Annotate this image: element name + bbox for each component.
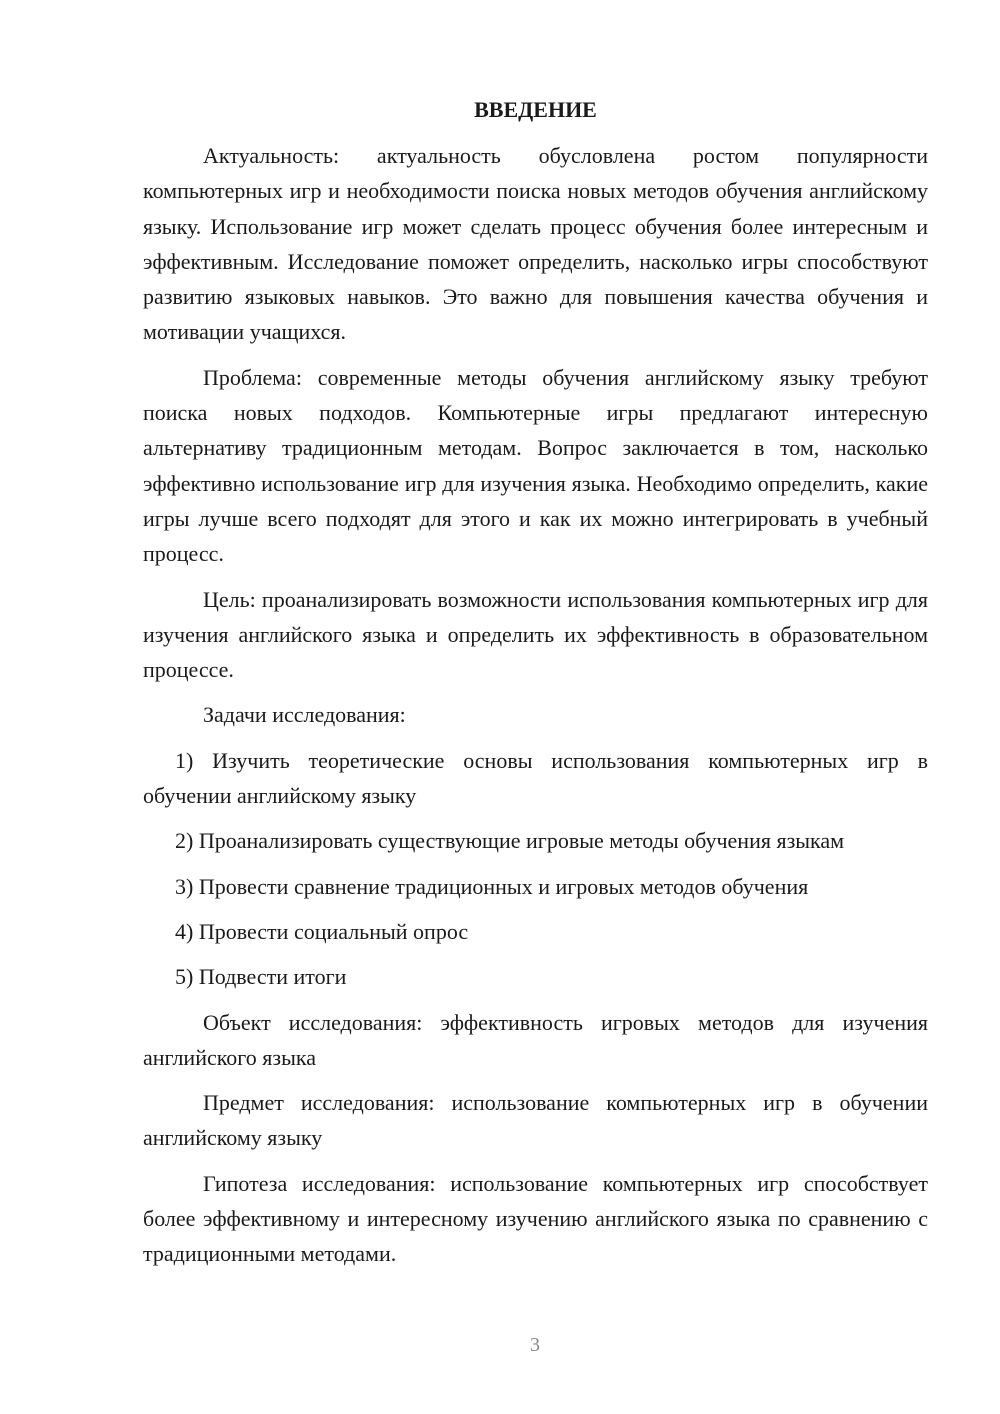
section-title: ВВЕДЕНИЕ xyxy=(474,97,597,122)
task-item-2: 2) Проанализировать существующие игровые методы обучения языкам xyxy=(175,828,845,854)
relevance-paragraph: Актуальность: актуальность обусловлена ростом популярности компьютерных игр и необходимости поиска новых методов обучения английскому языку. Использование игр может сделать процесс обучения более интересным и эффективным. Исследование поможет определить, насколько игры способствуют развитию языковых навыков. Это важно для повышения качества обучения и мотивации учащихся. xyxy=(143,143,928,345)
hypothesis-paragraph: Гипотеза исследования: использование компьютерных игр способствует более эффективному и интересному изучению английского языка по сравнению с традиционными методами. xyxy=(143,1170,928,1267)
page-number: 3 xyxy=(530,1334,540,1356)
tasks-heading: Задачи исследования: xyxy=(203,702,406,728)
task-item-1: 1) Изучить теоретические основы использования компьютерных игр в обучении английскому языку xyxy=(143,747,928,809)
task-item-3: 3) Провести сравнение традиционных и игровых методов обучения xyxy=(175,873,809,899)
task-item-4: 4) Провести социальный опрос xyxy=(175,918,469,944)
page-content xyxy=(143,92,928,1272)
problem-paragraph: Проблема: современные методы обучения английскому языку требуют поиска новых подходов. Компьютерные игры предлагают интересную альтернативу традиционным методам. Вопрос заключается в том, насколько эффективно использование игр для изучения языка. Необходимо определить, какие игры лучше всего подходят для этого и как их можно интегрировать в учебный процесс. xyxy=(143,364,928,567)
task-item-5: 5) Подвести итоги xyxy=(175,964,347,990)
goal-paragraph: Цель: проанализировать возможности использования компьютерных игр для изучения английского языка и определить их эффективность в образовательном процессе. xyxy=(143,586,928,683)
subject-paragraph: Предмет исследования: использование компьютерных игр в обучении английскому языку xyxy=(143,1090,928,1151)
object-paragraph: Объект исследования: эффективность игровых методов для изучения английского языка xyxy=(143,1009,928,1070)
